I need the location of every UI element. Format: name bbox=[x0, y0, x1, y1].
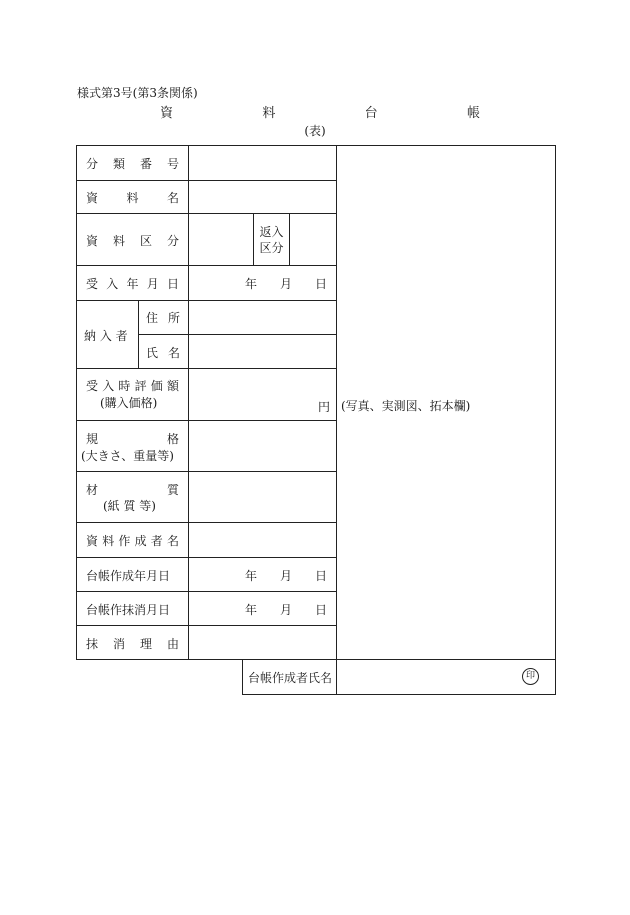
divider bbox=[138, 300, 139, 368]
label-ledger-creator-name: 台帳作成者氏名 bbox=[248, 671, 333, 685]
label-material: 材 質 bbox=[86, 483, 179, 497]
divider bbox=[138, 334, 337, 335]
divider bbox=[76, 591, 337, 592]
label-purchase-price: (購入価格) bbox=[100, 396, 158, 410]
label-size-weight: (大きさ、重量等) bbox=[81, 449, 174, 463]
divider bbox=[76, 368, 337, 369]
label-address: 住 所 bbox=[146, 311, 180, 325]
divider bbox=[76, 180, 337, 181]
title-char: 料 bbox=[262, 106, 276, 121]
label-deliverer: 納 入 者 bbox=[84, 329, 128, 343]
label-material-creator: 資 料 作 成 者 名 bbox=[86, 534, 179, 548]
ledger-created-date-parts: 年 月 日 bbox=[245, 569, 327, 583]
seal-mark: 印 bbox=[522, 668, 539, 685]
divider bbox=[76, 471, 337, 472]
label-material-category: 資 料 区 分 bbox=[86, 234, 179, 248]
title-char: 資 bbox=[160, 106, 174, 121]
label-photo-column: (写真、実測図、拓本欄) bbox=[341, 399, 471, 413]
receipt-date-parts: 年 月 日 bbox=[245, 277, 327, 291]
label-appraisal-value: 受 入 時 評 価 額 bbox=[86, 379, 179, 393]
divider bbox=[76, 557, 337, 558]
yen-unit: 円 bbox=[318, 400, 331, 414]
title-char: 帳 bbox=[466, 106, 480, 121]
label-name: 氏 名 bbox=[146, 346, 180, 360]
label-return-category: 返入 区分 bbox=[259, 225, 284, 255]
divider bbox=[188, 145, 189, 660]
label-ledger-created-date: 台帳作成年月日 bbox=[86, 569, 171, 583]
divider bbox=[76, 420, 337, 421]
title-char: 台 bbox=[364, 106, 378, 121]
divider bbox=[76, 265, 337, 266]
label-material-name: 資 料 名 bbox=[86, 191, 179, 205]
label-deletion-reason: 抹 消 理 由 bbox=[86, 637, 179, 651]
ledger-deleted-date-parts: 年 月 日 bbox=[245, 603, 327, 617]
label-ledger-deleted-date: 台帳作抹消月日 bbox=[86, 603, 171, 617]
divider bbox=[336, 659, 337, 695]
divider bbox=[289, 213, 290, 265]
divider bbox=[76, 522, 337, 523]
form-reference: 様式第3号(第3条関係) bbox=[77, 86, 198, 100]
divider bbox=[76, 300, 337, 301]
label-paper-quality: (紙 質 等) bbox=[103, 499, 156, 513]
divider bbox=[76, 213, 337, 214]
label-receipt-date: 受 入 年 月 日 bbox=[86, 277, 179, 291]
divider bbox=[336, 145, 337, 660]
divider bbox=[76, 625, 337, 626]
label-specification: 規 格 bbox=[86, 432, 179, 446]
document-subtitle: (表) bbox=[304, 124, 326, 138]
label-classification-number: 分 類 番 号 bbox=[86, 157, 179, 171]
